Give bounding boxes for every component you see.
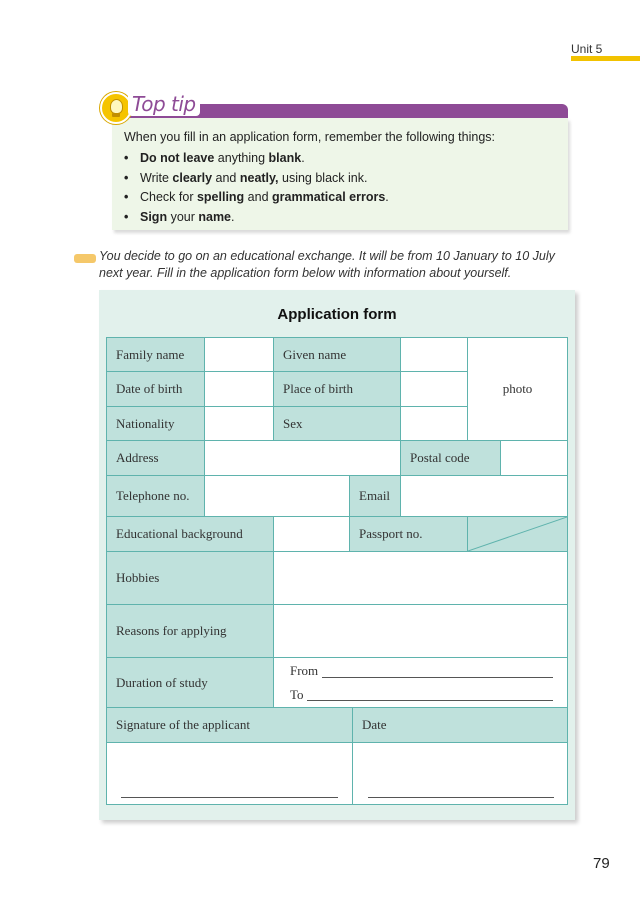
email-field[interactable]: [400, 475, 568, 517]
postal-code-label: Postal code: [400, 440, 501, 476]
address-label: Address: [106, 440, 205, 476]
hobbies-field[interactable]: [273, 551, 568, 605]
signature-field[interactable]: [106, 742, 353, 805]
date-of-birth-label: Date of birth: [106, 371, 205, 407]
top-tip-list: [124, 149, 389, 227]
from-label: From: [290, 663, 319, 678]
top-tip-title: Top tip: [128, 92, 200, 116]
sex-field[interactable]: [400, 406, 468, 441]
form-title: Application form: [277, 306, 397, 323]
given-name-label: Given name: [273, 337, 401, 372]
diagonal-line: [468, 517, 567, 551]
tip-item: • Check for spelling and grammatical errors.: [124, 188, 389, 208]
hobbies-label: Hobbies: [106, 551, 274, 605]
passport-label: Passport no.: [349, 516, 468, 552]
instruction-text: You decide to go on an educational exchange. It will be from 10 January to 10 July next year. Fill in the application form below with information about yourself.: [99, 249, 555, 280]
nationality-label: Nationality: [106, 406, 205, 441]
date-label: Date: [352, 707, 568, 743]
sex-label: Sex: [273, 406, 401, 441]
signature-label: Signature of the applicant: [106, 707, 353, 743]
unit-bar: [571, 56, 640, 61]
date-of-birth-field[interactable]: [204, 371, 274, 407]
instruction-marker: [74, 254, 96, 263]
tip-item: • Do not leave anything blank.: [124, 149, 389, 169]
tip-item: • Write clearly and neatly, using black ink.: [124, 169, 389, 189]
nationality-field[interactable]: [204, 406, 274, 441]
family-name-field[interactable]: [204, 337, 274, 372]
telephone-field[interactable]: [204, 475, 350, 517]
postal-code-field[interactable]: [500, 440, 568, 476]
from-line[interactable]: [322, 677, 553, 678]
email-label: Email: [349, 475, 401, 517]
family-name-label: Family name: [106, 337, 205, 372]
photo-box[interactable]: photo: [467, 337, 568, 441]
top-tip-intro: When you fill in an application form, remember the following things:: [124, 130, 496, 144]
reasons-label: Reasons for applying: [106, 604, 274, 658]
given-name-field[interactable]: [400, 337, 468, 372]
telephone-label: Telephone no.: [106, 475, 205, 517]
place-of-birth-field[interactable]: [400, 371, 468, 407]
educational-background-field[interactable]: [273, 516, 350, 552]
reasons-field[interactable]: [273, 604, 568, 658]
address-field[interactable]: [204, 440, 401, 476]
signature-line: [121, 797, 338, 798]
date-field[interactable]: [352, 742, 568, 805]
to-label: To: [290, 687, 304, 702]
date-line: [368, 797, 554, 798]
unit-label: Unit 5: [571, 42, 603, 56]
educational-background-label: Educational background: [106, 516, 274, 552]
duration-label: Duration of study: [106, 657, 274, 708]
place-of-birth-label: Place of birth: [273, 371, 401, 407]
passport-field[interactable]: [467, 516, 568, 552]
to-line[interactable]: [307, 700, 553, 701]
page-number: 79: [593, 855, 610, 872]
tip-item: • Sign your name.: [124, 208, 389, 228]
